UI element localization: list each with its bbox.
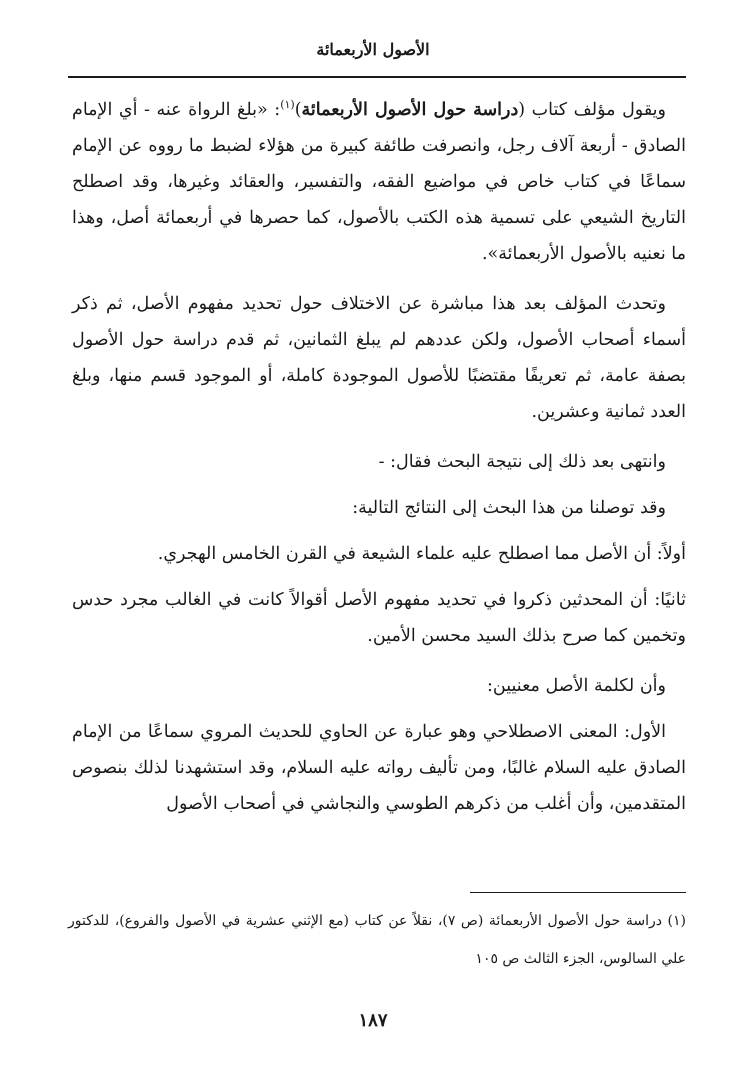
paragraph-7-text: وأن لكلمة الأصل معنيين: xyxy=(487,676,666,696)
paragraph-6 xyxy=(72,582,686,654)
paragraph-2 xyxy=(72,286,686,430)
footnote-reference: (١) xyxy=(280,98,295,112)
paragraph-2-text: وتحدث المؤلف بعد هذا مباشرة عن الاختلاف حول تحديد مفهوم الأصل، ثم ذكر أسماء أصحاب الأصول، ولكن عددهم لم يبلغ الثمانين، ثم قدم دراسة حول الأصول بصفة عامة، ثم تعريفًا مقتضبًا للأصول الموجودة كاملة، أو الموجود قسم منها، وبلغ العدد ثمانية وعشرين. xyxy=(72,294,686,422)
main-text xyxy=(72,92,686,836)
paragraph-4 xyxy=(72,490,686,526)
paragraph-6-text: ثانيًا: أن المحدثين ذكروا في تحديد مفهوم الأصل أقوالاً كانت في الغالب مجرد حدس وتخمين كما صرح بذلك السيد محسن الأمين. xyxy=(72,590,686,646)
footnote: (١) دراسة حول الأصول الأربعمائة (ص ٧)، نقلاً عن كتاب (مع الإثني عشرية في الأصول والفروع)، للدكتور علي السالوس، الجزء الثالث ص ١٠٥ xyxy=(68,913,686,967)
paragraph-7 xyxy=(72,668,686,704)
footnote-divider xyxy=(470,892,686,893)
paragraph-3-text: وانتهى بعد ذلك إلى نتيجة البحث فقال: - xyxy=(378,452,666,472)
page-number: ١٨٧ xyxy=(358,1010,388,1031)
paragraph-5 xyxy=(72,536,686,572)
paragraph-1-intro: ويقول مؤلف كتاب ( xyxy=(518,100,666,120)
paragraph-4-text: وقد توصلنا من هذا البحث إلى النتائج التالية: xyxy=(352,498,666,518)
paragraph-1-quote: : «بلغ الرواة عنه - أي الإمام الصادق - أربعة آلاف رجل، وانصرفت طائفة كبيرة من هؤلاء لضبط ما رووه عن الإمام سماعًا في كتاب خاص في مواضيع الفقه، والتفسير، والعقائد وغيرها، وقد اصطلح التاريخ الشيعي على تسمية هذه الكتب بالأصول، كما حصرها في أربعمائة أصل، وهذا ما نعنيه بالأصول الأربعمائة». xyxy=(72,100,686,264)
paragraph-3 xyxy=(72,444,686,480)
paragraph-1 xyxy=(72,92,686,272)
header-divider xyxy=(68,76,686,78)
running-head-title: الأصول الأربعمائة xyxy=(316,40,430,59)
paragraph-8 xyxy=(72,714,686,822)
paragraph-5-text: أولاً: أن الأصل مما اصطلح عليه علماء الشيعة في القرن الخامس الهجري. xyxy=(157,544,686,564)
paragraph-1-close: ) xyxy=(294,100,302,120)
book-title: دراسة حول الأصول الأربعمائة xyxy=(301,100,519,120)
paragraph-8-text: الأول: المعنى الاصطلاحي وهو عبارة عن الحاوي للحديث المروي سماعًا من الإمام الصادق عليه السلام غالبًا، ومن تأليف رواته عليه السلام، وقد استشهدنا لذلك بنصوص المتقدمين، وأن أغلب من ذكرهم الطوسي والنجاشي في أصحاب الأصول xyxy=(72,722,686,814)
